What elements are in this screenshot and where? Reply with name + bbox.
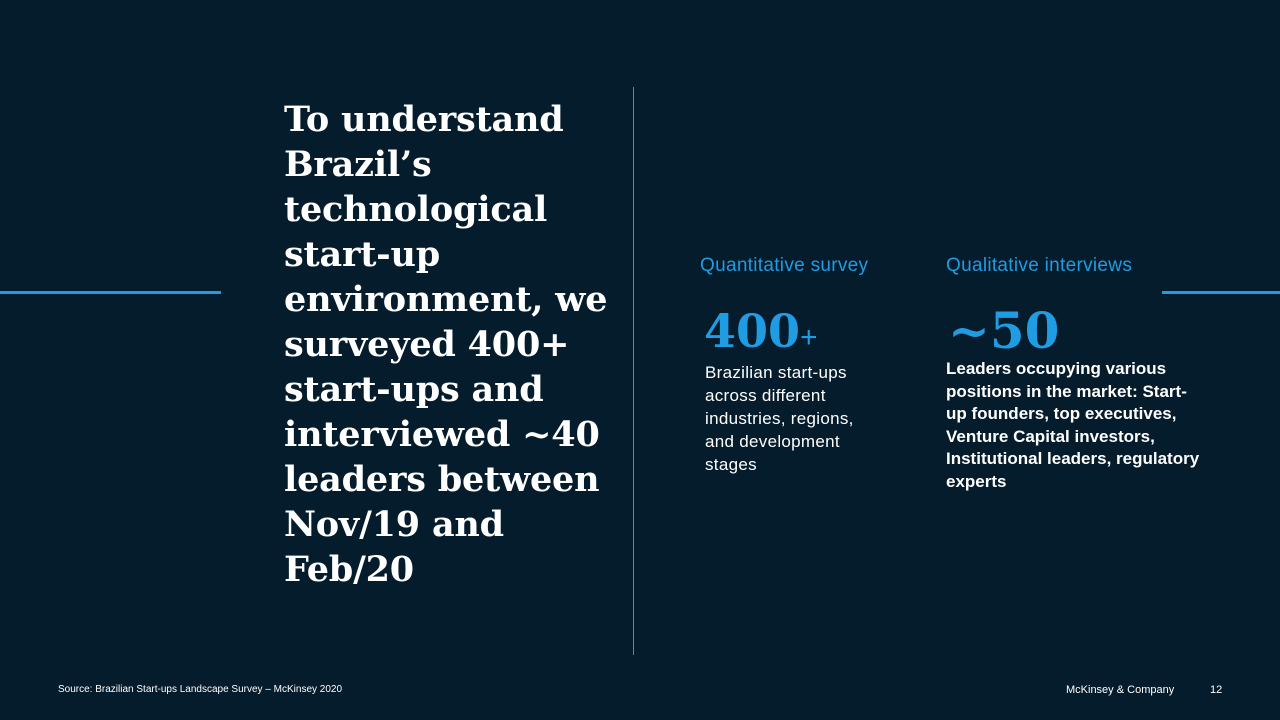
source-note: Source: Brazilian Start-ups Landscape Survey – McKinsey 2020 bbox=[58, 684, 343, 695]
page-number: 12 bbox=[1210, 684, 1223, 696]
quantitative-survey-number bbox=[700, 301, 930, 361]
qualitative-interviews-heading: Qualitative interviews bbox=[946, 255, 1133, 276]
quantitative-number-value: 400 bbox=[704, 304, 801, 358]
brand-name: McKinsey & Company bbox=[1066, 684, 1175, 696]
qualitative-interviews-description: Leaders occupying various positions in the market: Start-up founders, top executives, Venture Capital investors, Institutional leaders, regulatory experts bbox=[946, 359, 1200, 491]
quantitative-survey-description: Brazilian start-ups across different industries, regions, and development stages bbox=[705, 363, 854, 474]
quantitative-survey-column bbox=[700, 255, 930, 476]
quantitative-survey-heading: Quantitative survey bbox=[700, 255, 869, 276]
left-accent-line bbox=[0, 291, 221, 294]
qualitative-interviews-column bbox=[946, 255, 1206, 493]
quantitative-number-suffix: + bbox=[800, 321, 818, 354]
qualitative-interviews-number: ~50 bbox=[948, 301, 1060, 360]
vertical-divider bbox=[633, 87, 634, 655]
slide-headline: To understand Brazil’s technological start-up environment, we surveyed 400+ start-ups and interviewed ~40 leaders between Nov/19 and Feb/20 bbox=[284, 99, 608, 590]
